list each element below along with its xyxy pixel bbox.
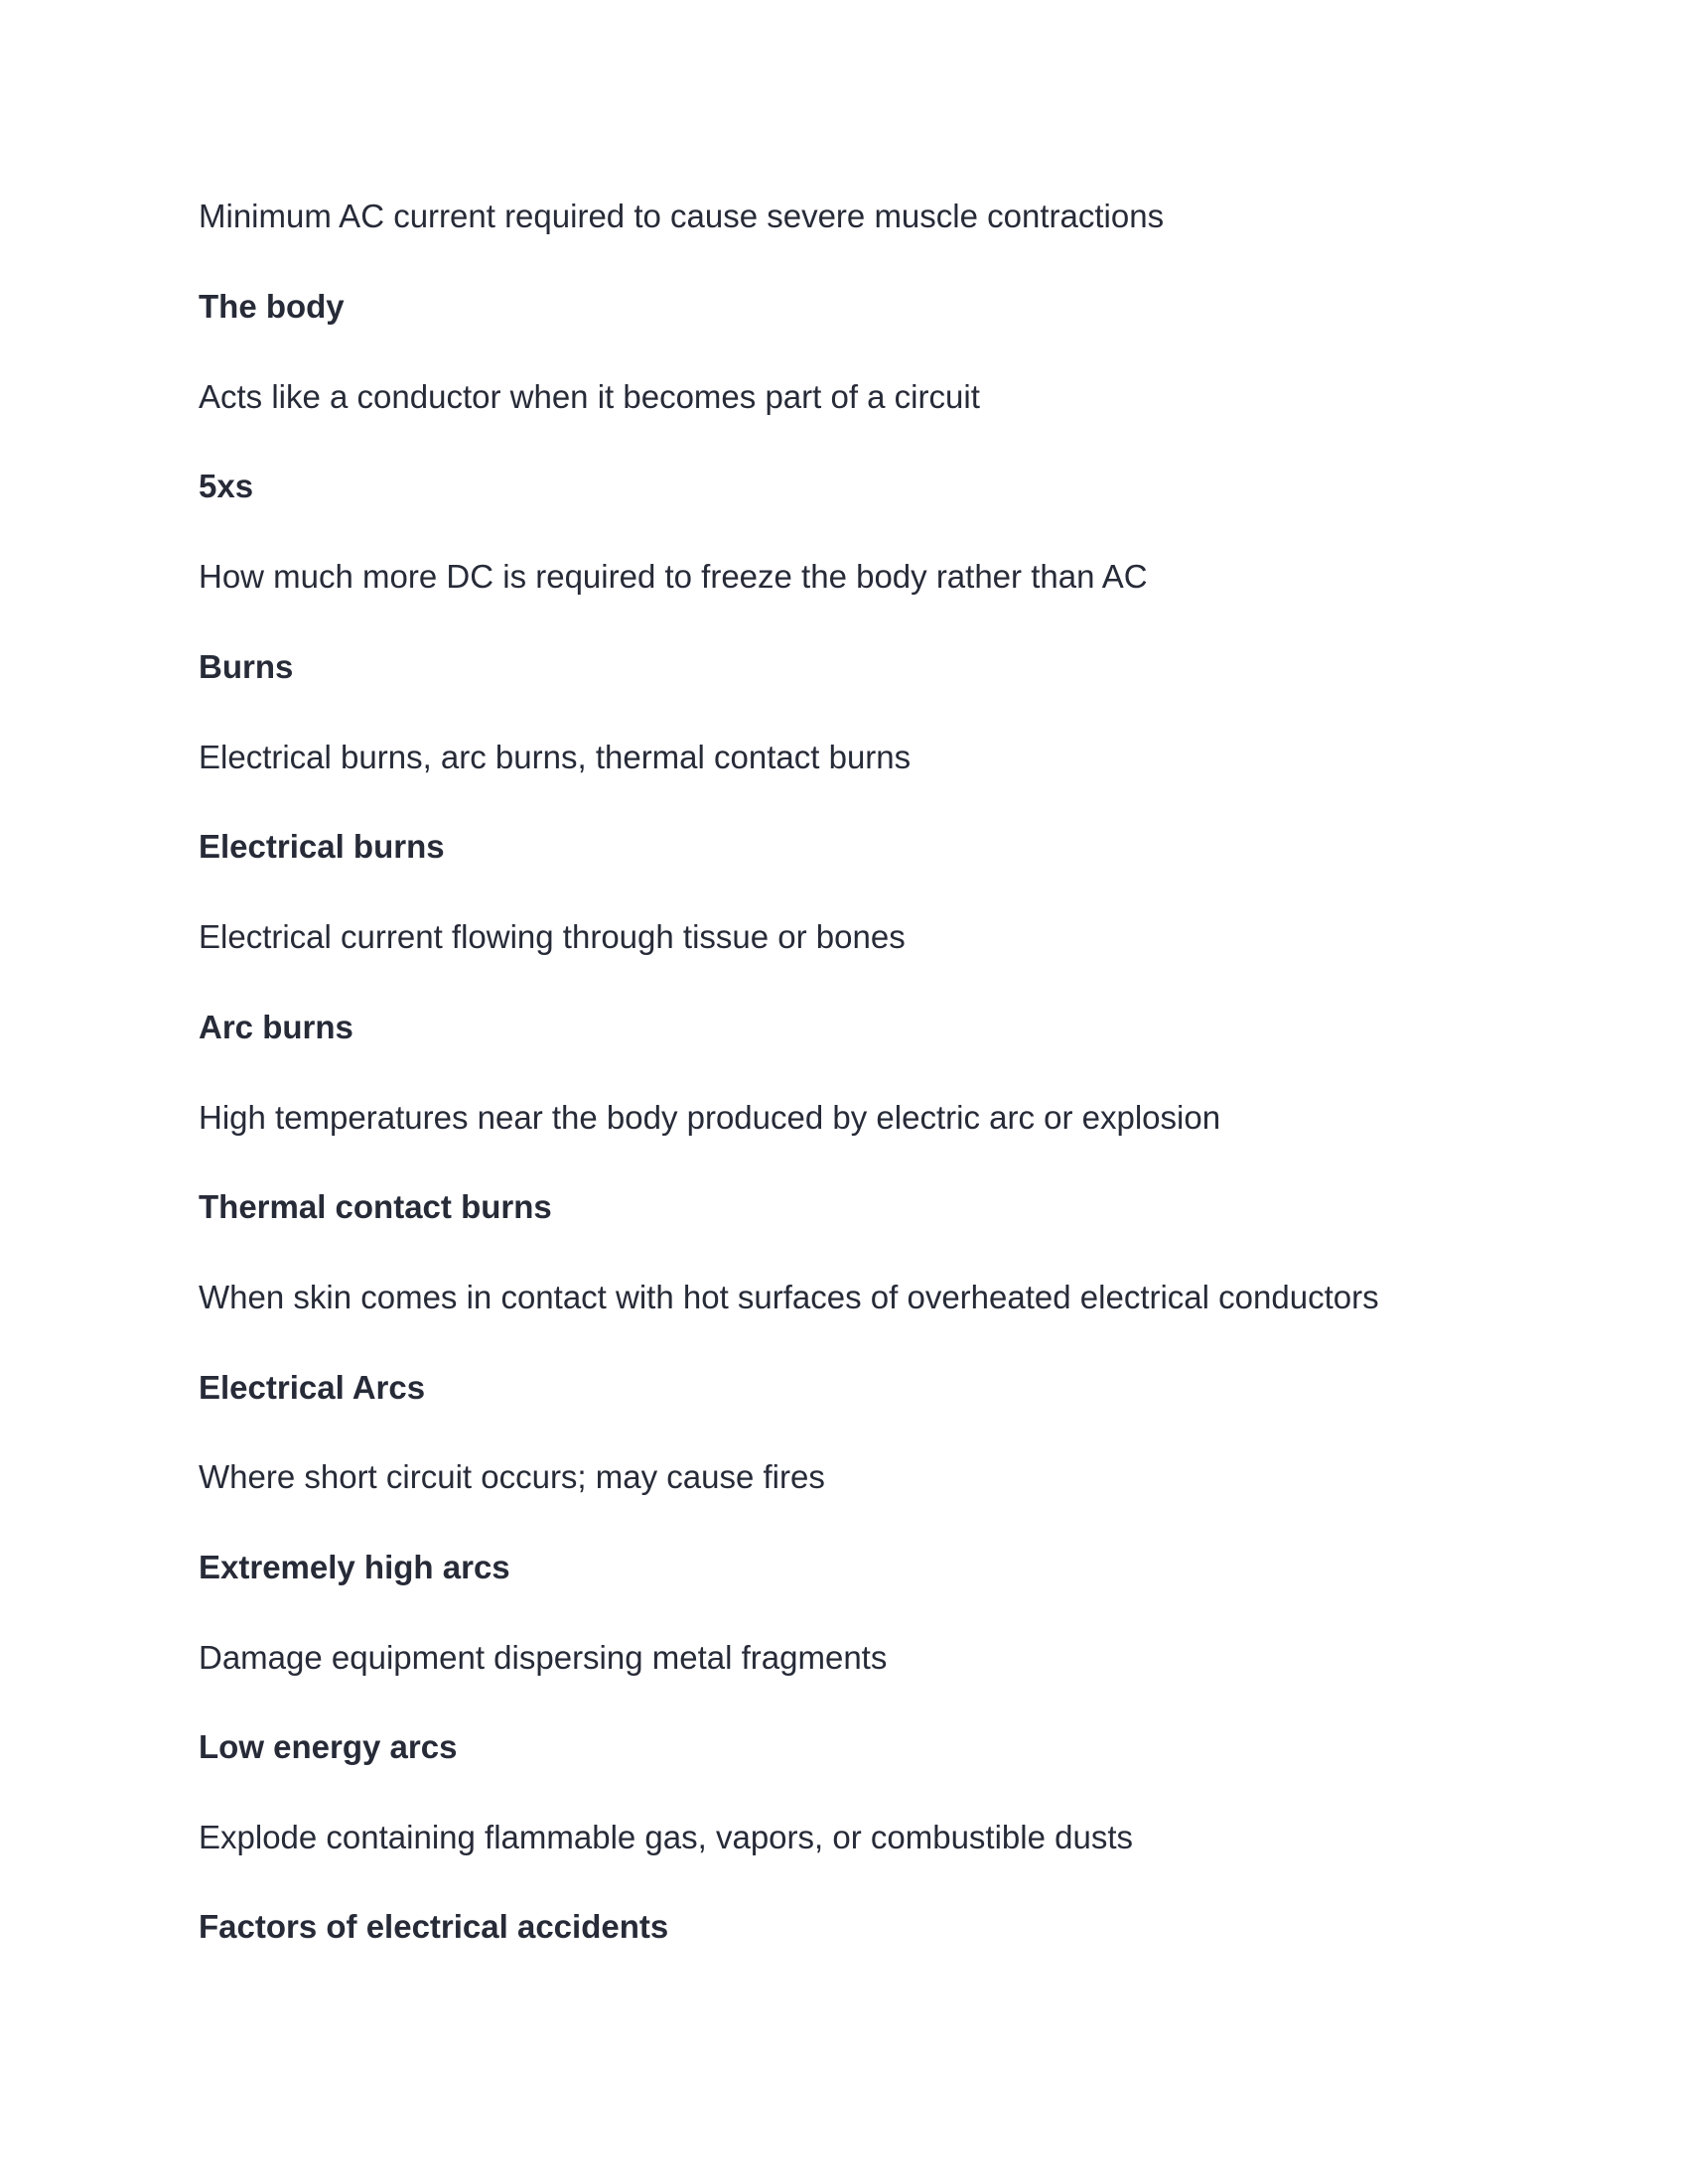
definition-text: Where short circuit occurs; may cause fires: [199, 1458, 825, 1495]
term-heading: Low energy arcs: [199, 1728, 458, 1765]
term-heading: Burns: [199, 648, 294, 685]
term-heading: 5xs: [199, 468, 254, 504]
term-heading: Electrical burns: [199, 828, 445, 865]
term-heading: Arc burns: [199, 1009, 353, 1045]
definition-text: High temperatures near the body produced by electric arc or explosion: [199, 1099, 1221, 1136]
term-heading: Electrical Arcs: [199, 1369, 426, 1406]
definition-text: Damage equipment dispersing metal fragments: [199, 1639, 888, 1676]
definition-text: Electrical burns, arc burns, thermal contact burns: [199, 739, 912, 775]
term-heading: The body: [199, 288, 345, 325]
definition-text: How much more DC is required to freeze the body rather than AC: [199, 558, 1148, 595]
definition-text: Minimum AC current required to cause severe muscle contractions: [199, 198, 1165, 234]
definition-text: Explode containing flammable gas, vapors, or combustible dusts: [199, 1819, 1133, 1855]
definition-text: When skin comes in contact with hot surfaces of overheated electrical conductors: [199, 1279, 1379, 1315]
definition-text: Acts like a conductor when it becomes part of a circuit: [199, 378, 980, 415]
term-heading: Factors of electrical accidents: [199, 1908, 669, 1945]
term-heading: Thermal contact burns: [199, 1188, 552, 1225]
definition-text: Electrical current flowing through tissue or bones: [199, 918, 906, 955]
term-heading: Extremely high arcs: [199, 1549, 510, 1585]
